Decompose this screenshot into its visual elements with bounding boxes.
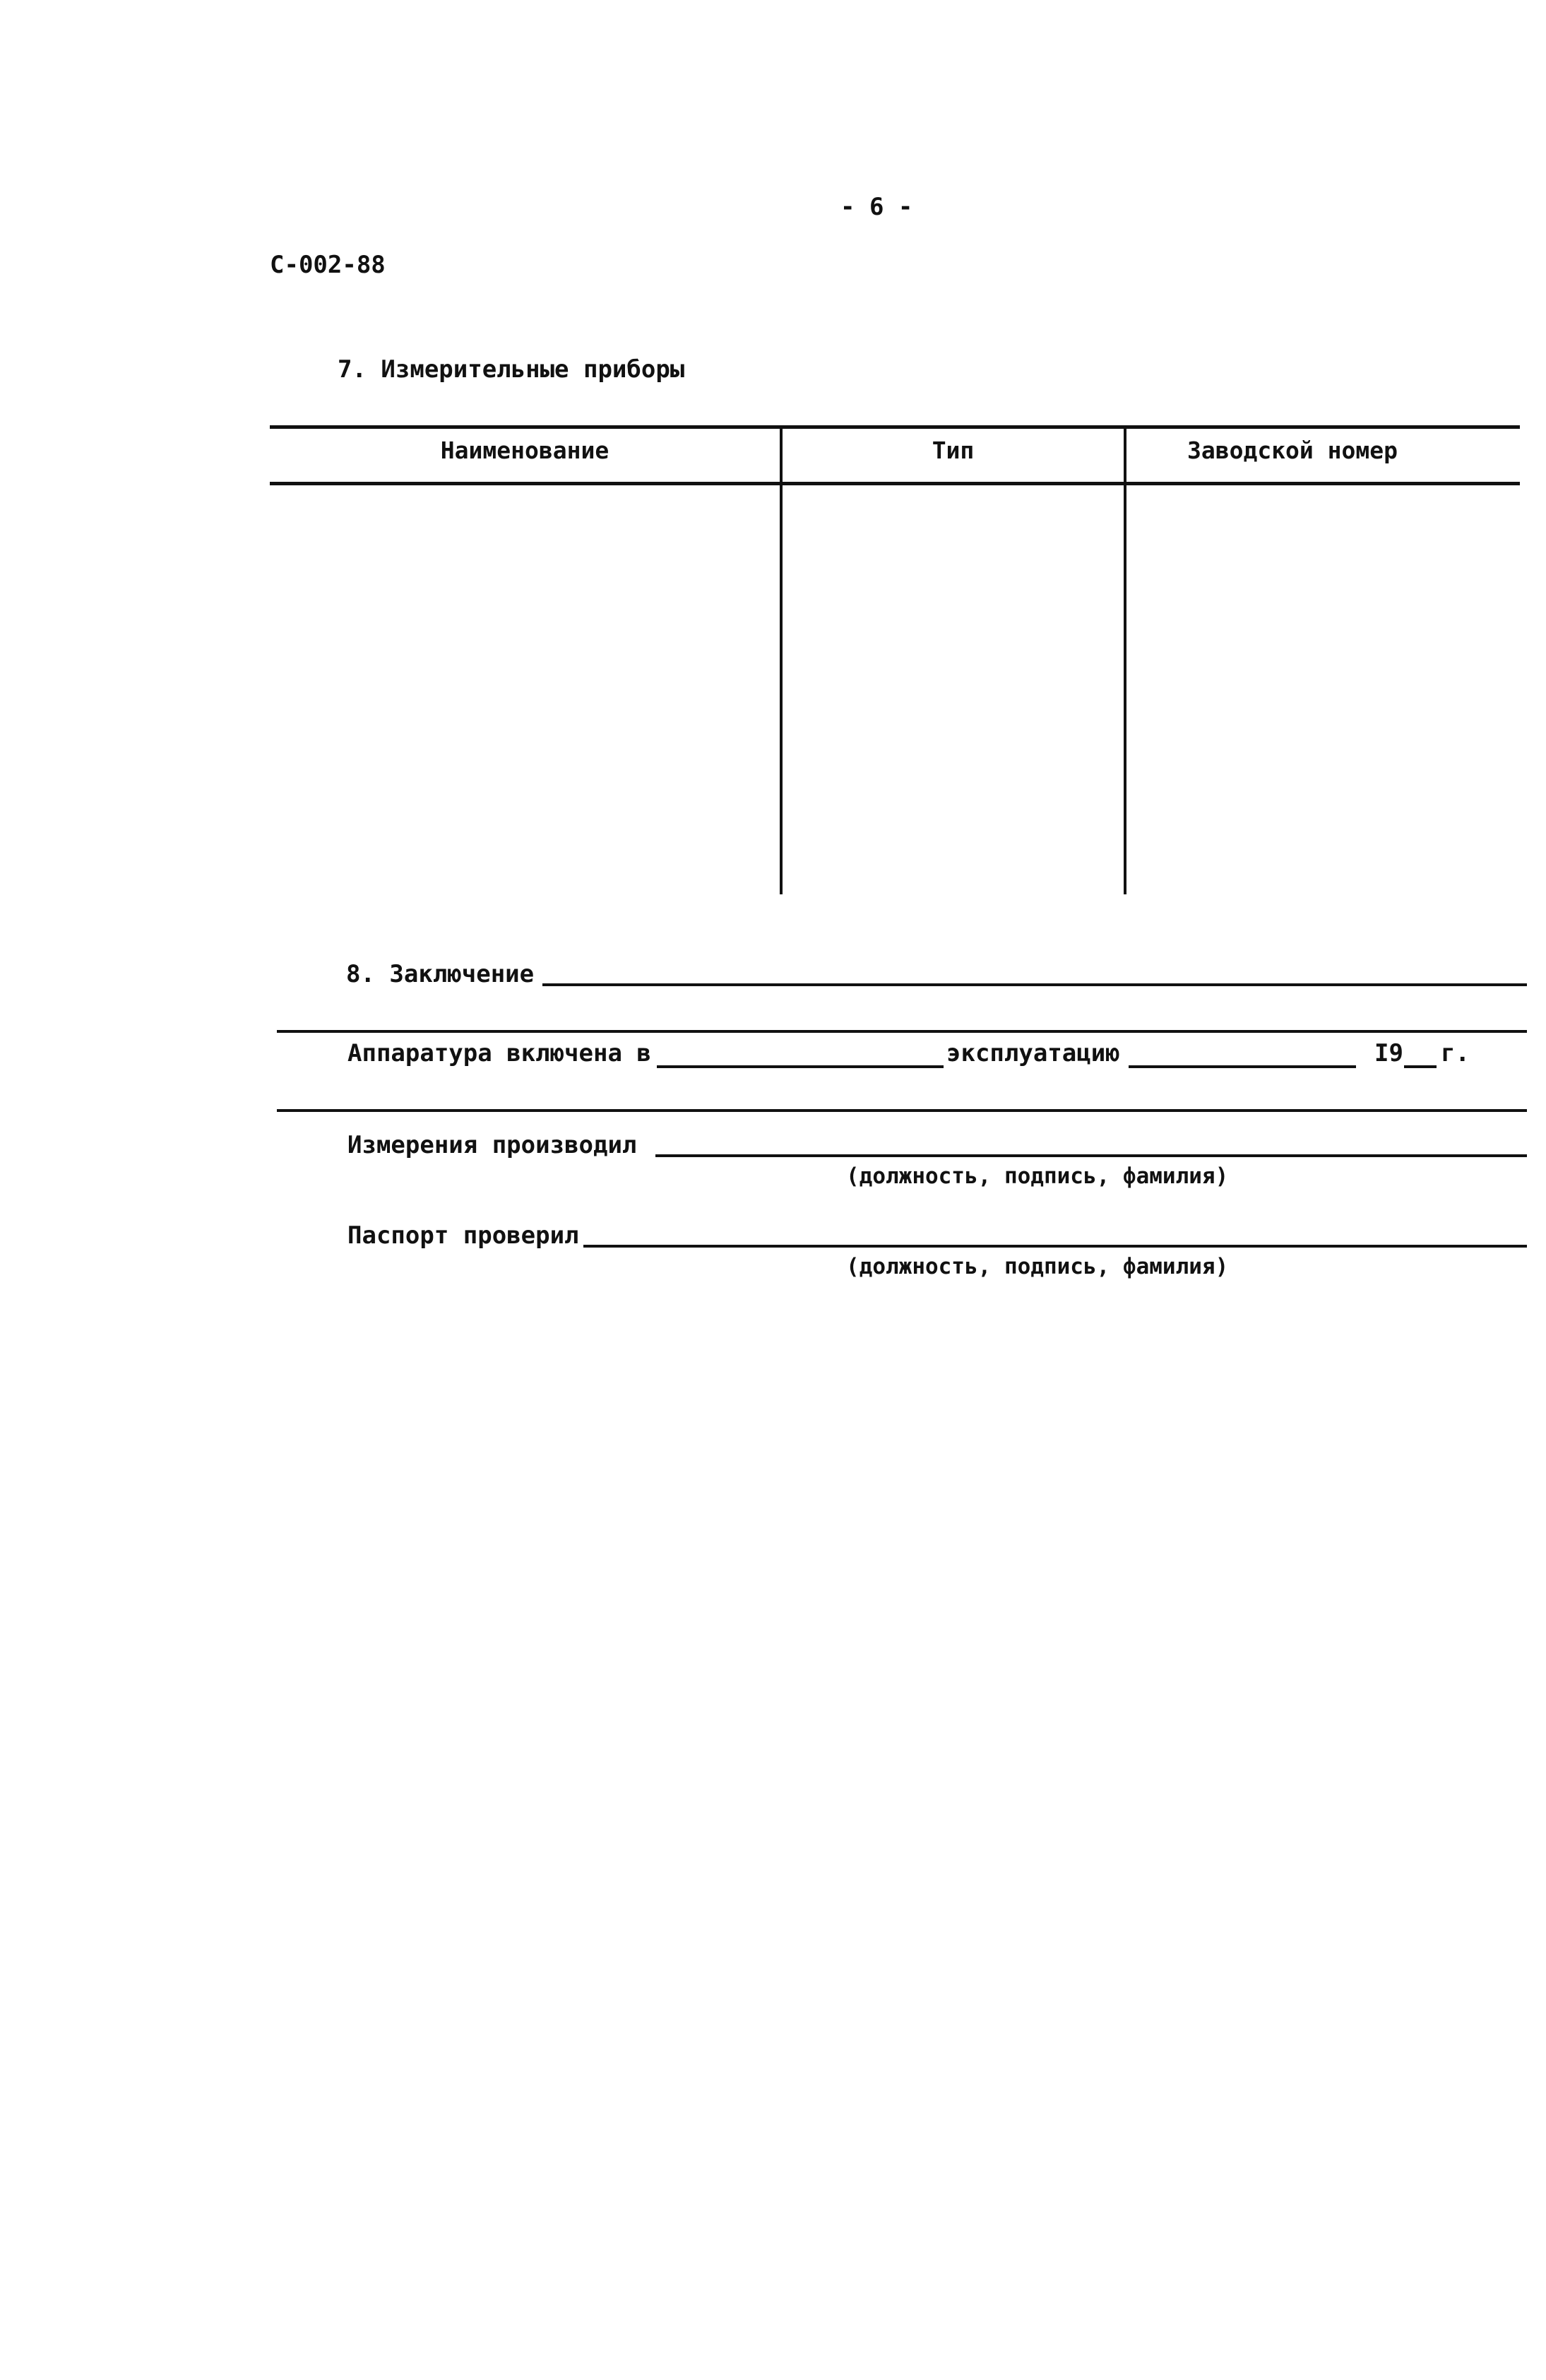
passport-caption: (должность, подпись, фамилия) xyxy=(846,1254,1229,1279)
document-code: С-002-88 xyxy=(270,251,386,279)
page-number: - 6 - xyxy=(840,193,913,221)
year-field[interactable] xyxy=(1404,1065,1437,1068)
passport-label: Паспорт проверил xyxy=(347,1221,579,1250)
table-column-divider-2 xyxy=(1124,427,1126,894)
section-7-heading: 7. Измерительные приборы xyxy=(338,355,685,384)
year-prefix: I9 xyxy=(1374,1039,1403,1067)
commissioning-field-1[interactable] xyxy=(657,1065,944,1068)
measurements-caption: (должность, подпись, фамилия) xyxy=(846,1164,1229,1189)
passport-signature-field[interactable] xyxy=(583,1245,1527,1248)
section-8-heading: 8. Заключение xyxy=(346,960,535,988)
commissioning-label: Аппаратура включена в xyxy=(347,1039,651,1067)
measurements-signature-field[interactable] xyxy=(655,1154,1527,1157)
table-column-divider-1 xyxy=(780,427,783,894)
commissioning-middle-text: эксплуатацию xyxy=(946,1039,1120,1067)
column-header-serial-number: Заводской номер xyxy=(1187,437,1398,464)
table-top-rule xyxy=(270,425,1520,429)
table-header-rule xyxy=(270,482,1520,485)
column-header-type: Тип xyxy=(932,437,975,464)
separator-line xyxy=(277,1109,1527,1112)
commissioning-date-field[interactable] xyxy=(1129,1065,1356,1068)
measurements-label: Измерения производил xyxy=(347,1131,637,1159)
conclusion-field[interactable] xyxy=(542,983,1527,986)
year-suffix: г. xyxy=(1441,1039,1470,1067)
conclusion-continuation-line[interactable] xyxy=(277,1030,1527,1033)
column-header-name: Наименование xyxy=(440,437,610,464)
